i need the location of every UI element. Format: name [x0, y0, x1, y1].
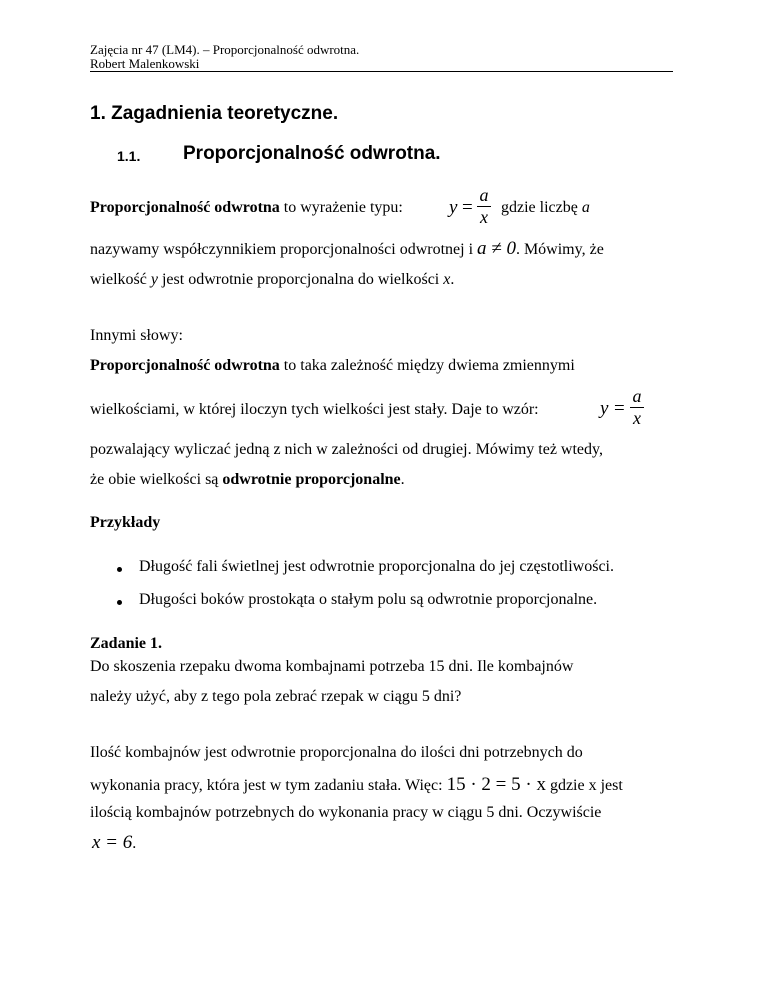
formula2-equals: =	[614, 398, 625, 419]
solution-line-2: wykonania pracy, która jest w tym zadaniu stała. Więc: 15 · 2 = 5 · x gdzie x jest	[90, 774, 623, 795]
answer-formula: x = 6	[92, 832, 133, 853]
solution-line-4: x = 6.	[92, 832, 137, 853]
definition-line-1: Proporcjonalność odwrotna to wyrażenie typu:	[90, 199, 403, 216]
solution-line-1: Ilość kombajnów jest odwrotnie proporcjonalna do ilości dni potrzebnych do	[90, 744, 583, 761]
formula-lhs: y	[449, 197, 458, 218]
subsection-number: 1.1.	[117, 148, 141, 164]
task-line-2: należy użyć, aby z tego pola zebrać rzepak w ciągu 5 dni?	[90, 688, 462, 705]
solution-line-3: ilością kombajnów potrzebnych do wykonania pracy w ciągu 5 dni. Oczywiście	[90, 804, 602, 821]
examples-heading: Przykłady	[90, 514, 161, 531]
header-divider	[90, 71, 673, 72]
section-heading: 1. Zagadnienia teoretyczne.	[90, 103, 339, 124]
definition-line-1-end: gdzie liczbę a	[501, 199, 590, 216]
para2-line-2: wielkościami, w której iloczyn tych wielkości jest stały. Daje to wzór:	[90, 401, 539, 418]
formula2-fraction: a x	[630, 387, 644, 427]
subsection-heading: Proporcjonalność odwrotna.	[183, 143, 441, 164]
para2-term: Proporcjonalność odwrotna	[90, 357, 280, 374]
example-item: Długość fali świetlnej jest odwrotnie proporcjonalna do jej częstotliwości.	[139, 558, 614, 575]
condition-formula: a ≠ 0	[477, 238, 516, 259]
para2-intro: Innymi słowy:	[90, 327, 183, 344]
formula-fraction: a x	[477, 186, 491, 226]
solution-formula: 15 · 2 = 5 · x	[446, 774, 546, 795]
definition-line-3: wielkość y jest odwrotnie proporcjonalna do wielkości x.	[90, 271, 455, 288]
definition-term: Proporcjonalność odwrotna	[90, 199, 280, 216]
para2-line-1: Proporcjonalność odwrotna to taka zależność między dwiema zmiennymi	[90, 357, 575, 374]
task-line-1: Do skoszenia rzepaku dwoma kombajnami potrzeba 15 dni. Ile kombajnów	[90, 658, 574, 675]
formula2-lhs: y	[600, 398, 609, 419]
example-item: Długości boków prostokąta o stałym polu są odwrotnie proporcjonalne.	[139, 591, 598, 608]
header-author: Robert Malenkowski	[90, 56, 200, 71]
para2-line-3: pozwalający wyliczać jedną z nich w zależności od drugiej. Mówimy też wtedy,	[90, 441, 603, 458]
para2-line-4: że obie wielkości są odwrotnie proporcjonalne.	[90, 471, 405, 488]
definition-line-2: nazywamy współczynnikiem proporcjonalności odwrotnej i a ≠ 0. Mówimy, że	[90, 238, 604, 259]
formula-equals: =	[462, 197, 473, 218]
task-heading: Zadanie 1.	[90, 635, 163, 652]
bullet-icon	[117, 600, 122, 605]
header-title: Zajęcia nr 47 (LM4). – Proporcjonalność odwrotna.	[90, 42, 360, 57]
bullet-icon	[117, 567, 122, 572]
